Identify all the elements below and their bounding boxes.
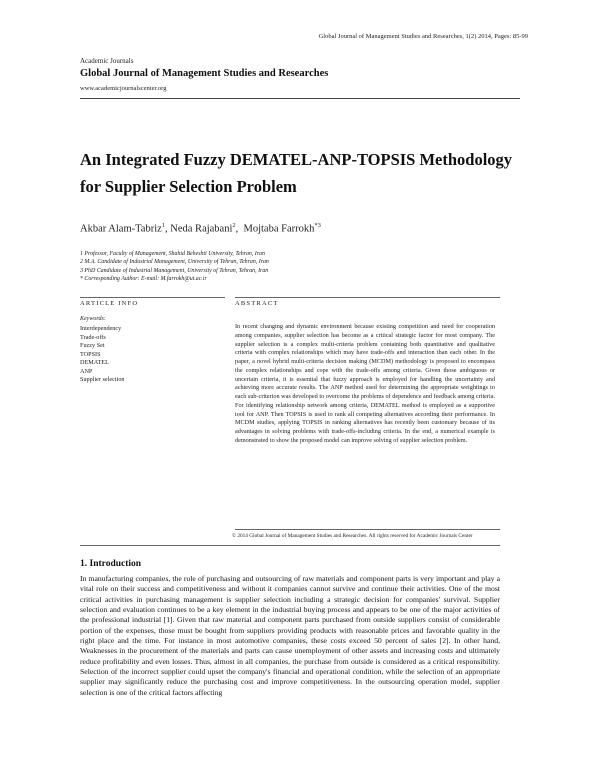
keyword-item: DEMATEL [80,359,109,366]
keyword-item: TOPSIS [80,350,101,358]
copyright-notice: © 2014 Global Journal of Management Studies and Researches. All rights reserved for Academic Journals Center [232,533,473,539]
affiliations [80,250,269,283]
keyword-item: Supplier selection [80,376,125,383]
abstract-text: In recent changing and dynamic environment because existing competition and need for cooperation among companies, supplier selection has become as a critical strategic factor for most company. The supplier selection is a complex multi-criteria problem containing both quantitative and qualitative criteria with complex relationships which may have trade-offs and interaction than each other. In the paper, a novel hybrid multi-criteria decision making (MCDM) methodology is proposed to encompass the complex relationships and cope with the trade-offs among criteria. Given those ambiguous or uncertain criteria, it is essential that fuzzy approach is employed for handling the uncertainty and achieving more accurate results. The ANP method used for determining the appropriate weightings to each sub-criterion was developed to overcome the problems of dependence and feedback among criteria. For identifying relationship network among criteria, DEMATEL method is employed as a supportive tool for ANP. Then TOPSIS is used to rank all competing alternatives according their performance. In MCDM studies, applying TOPSIS in ranking alternatives has recently been customary because of its advantages in solving problems with trade-offs-including criteria. In the end, a numerical example is demonstrated to show the proposed model can improve solving of supplier selection problem. [235,323,495,444]
affiliation-line: * Corresponding Author: E-mail: M.farrokh@ut.ac.ir [80,275,207,282]
paper-title [80,146,540,200]
author-list: Akbar Alam-Tabriz$^1$, Neda Rajabani$^2$, Mojtaba Farrokh$^{*3}$ [80,222,321,235]
abstract-divider [235,297,500,298]
keyword-item: Trade-offs [80,333,106,341]
keyword-item: Interdependency [80,325,122,332]
abstract-heading: ABSTRACT [235,300,279,307]
journal-website: www.academicjournalscenter.org [80,85,167,92]
author-sup: 2 [232,222,236,229]
section-heading: 1. Introduction [80,559,142,569]
title-line-2: for Supplier Selection Problem [80,177,297,196]
keyword-list [80,325,125,385]
keyword-item: Fuzzy Set [80,342,105,349]
section-divider [80,545,500,546]
intro-paragraph: In manufacturing companies, the role of purchasing and outsourcing of raw materials and component parts is very important and play a vital role on their success and competitiveness and without it companies cannot survive and continue their activities. One of the most critical activities in purchasing management is supplier selection including a strategic decision for companies' survival. Supplier selection and evaluation continues to be a key element in the industrial buying process and appears to be one of the major activities of the professional industrial [1]. Given that raw material and component parts purchased from outside suppliers consist of considerable portion of the expenses, those must be bought from suppliers providing products with reasonable prices and favorable quality in the right place and the time. For instance in most automotive companies, these costs exceed 50 percent of sales [2]. In other hand, Weaknesses in the procurement of the materials and parts can cause unemployment of other assets and increasing costs and ultimately reduce profitability and even losses. Thus, almost in all companies, the purchase from outside is considered as a critical responsibility. Selection of the incorrect supplier could upset the company's financial and operational condition, while the selection of an appropriate supplier may significantly reduce the purchasing cost and improve competitiveness. In the outsourcing operation model, supplier selection is one of the critical factors affecting [80,574,500,697]
journal-name: Global Journal of Management Studies and Researches [80,68,329,79]
publisher-name: Academic Journals [80,57,134,65]
copyright-divider [235,529,500,530]
author-sup: 1 [161,222,166,229]
article-info-divider [80,297,225,298]
author-name: Neda Rajabani [170,223,233,235]
title-line-1: An Integrated Fuzzy DEMATEL-ANP-TOPSIS Methodology [80,150,513,169]
header-divider [80,98,520,99]
author-name: Mojtaba Farrokh [243,223,315,235]
author-sup: *3 [314,222,321,229]
keywords-label: Keywords: [80,316,106,322]
keyword-item: ANP [80,367,93,375]
affiliation-line: 2 M.A. Candidate of Industrial Management, University of Tehran, Tehran, Iran [80,259,269,266]
affiliation-line: 3 PhD Candidate of Industrial Management, University of Tehran, Tehran, Iran [80,267,269,274]
article-info-heading: ARTICLE INFO [80,300,139,307]
running-header: Global Journal of Management Studies and Researches, 1(2) 2014, Pages: 85-99 [318,33,528,40]
author-name: Akbar Alam-Tabriz [80,223,162,235]
affiliation-line: 1 Professor, Faculty of Management, Shahid Beheshti University, Tehran, Iran [80,251,265,257]
